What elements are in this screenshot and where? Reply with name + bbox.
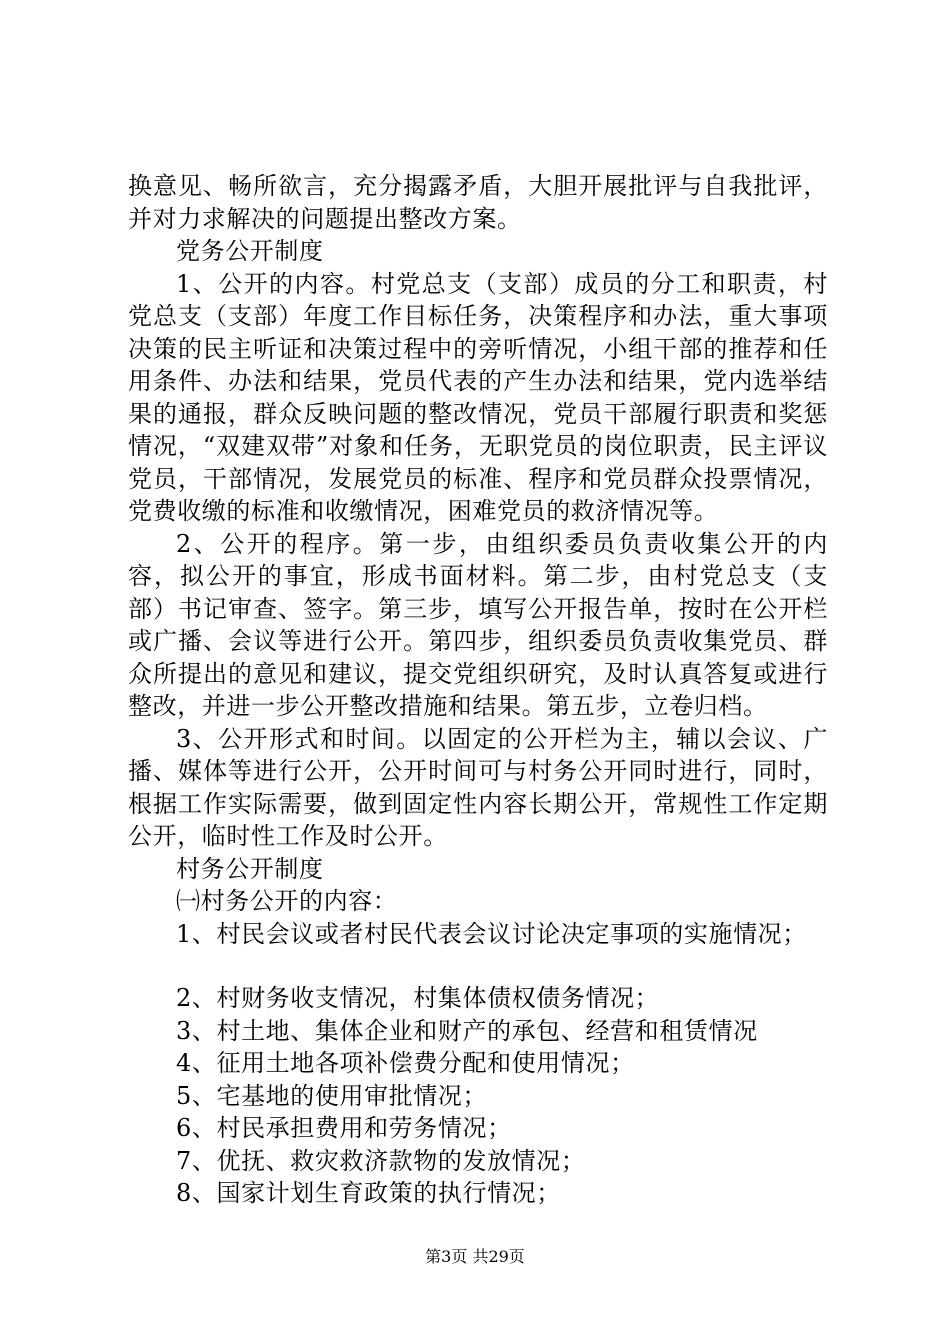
subheading-village-content: ㈠村务公开的内容： [176,887,398,915]
paragraph-disclosure-content: 1、公开的内容。村党总支（支部）成员的分工和职责，村党总支（支部）年度工作目标任务，决策程序和办法，重大事项决策的民主听证和决策过程中的旁听情况，小组干部的推荐和任用条件、办法和结果，党员代表的产生办法和结果，党内选举结果的通报，群众反映问题的整改情况，党员干部履行职责和奖惩情况，“双建双带”对象和任务，无职党员的岗位职责，民主评议党员，干部情况，发展党员的标准、程序和党员群众投票情况，党费收缴的标准和收缴情况，困难党员的救济情况等。 [128,269,828,525]
document-body [128,170,828,1210]
list-item: 2、村财务收支情况，村集体债权债务情况； [176,984,660,1012]
list-item: 4、征用土地各项补偿费分配和使用情况； [176,1049,635,1077]
paragraph-disclosure-procedure: 2、公开的程序。第一步，由组织委员负责收集公开的内容，拟公开的事宜，形成书面材料。第二步，由村党总支（支部）书记审查、签字。第三步，填写公开报告单，按时在公开栏或广播、会议等进行公开。第四步，组织委员负责收集党员、群众所提出的意见和建议，提交党组织研究，及时认真答复或进行整改，并进一步公开整改措施和结果。第五步，立卷归档。 [128,529,828,720]
blank-line [128,950,828,982]
paragraph-disclosure-form-time: 3、公开形式和时间。以固定的公开栏为主，辅以会议、广播、媒体等进行公开，公开时间可与村务公开同时进行，同时，根据工作实际需要，做到固定性内容长期公开，常规性工作定期公开，临时性工作及时公开。 [128,724,828,850]
list-item: 7、优抚、救灾救济款物的发放情况； [176,1146,586,1175]
list-item: 6、村民承担费用和劳务情况； [176,1114,512,1142]
list-item: 5、宅基地的使用审批情况； [176,1081,488,1110]
paragraph-continuation: 换意见、畅所欲言，充分揭露矛盾，大胆开展批评与自我批评，并对力求解决的问题提出整改方案。 [128,172,828,233]
page-number-footer: 第3页 共29页 [425,1247,525,1266]
section-heading-party-affairs: 党务公开制度 [176,237,324,265]
section-heading-village-affairs: 村务公开制度 [176,854,324,883]
list-item: 3、村土地、集体企业和财产的承包、经营和租赁情况 [176,1016,758,1045]
list-item: 8、国家计划生育政策的执行情况； [176,1179,561,1207]
list-item: 1、村民会议或者村民代表会议讨论决定事项的实施情况； [176,919,807,948]
